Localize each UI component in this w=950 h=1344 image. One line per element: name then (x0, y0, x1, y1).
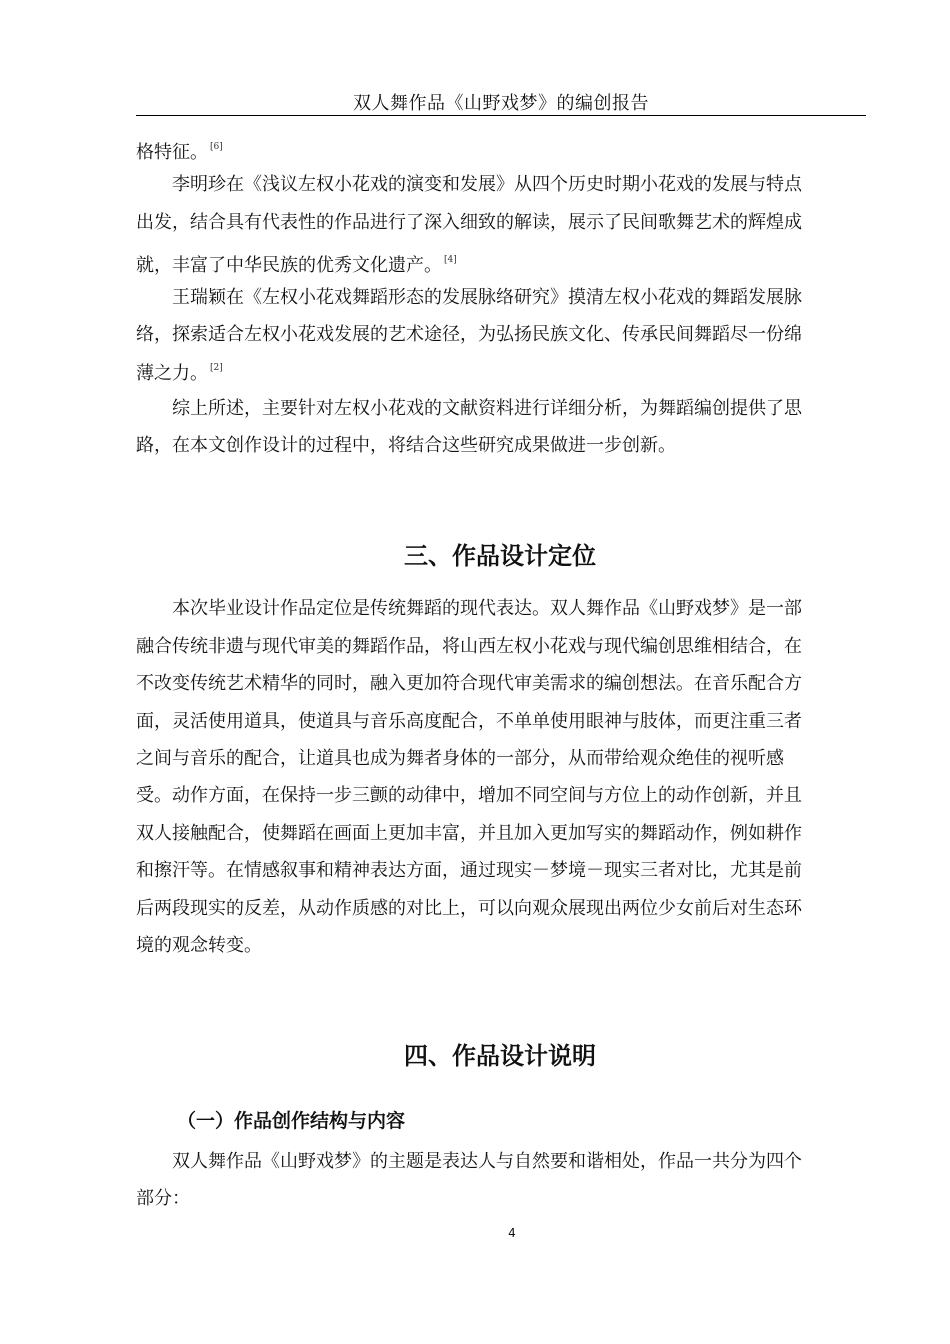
text-span: 薄之力。 (136, 363, 208, 384)
text-line: 受。动作方面，在保持一步三颤的动律中，增加不同空间与方位上的动作创新，并且 (136, 785, 802, 806)
text-line: 出发，结合具有代表性的作品进行了深入细致的解读，展示了民间歌舞艺术的辉煌成 (136, 212, 802, 233)
header-rule (136, 115, 866, 116)
text-line (136, 135, 223, 165)
text-line: 境的观念转变。 (136, 935, 262, 956)
text-line: 综上所述，主要针对左权小花戏的文献资料进行详细分析，为舞蹈编创提供了思 (172, 398, 802, 419)
text-line: 本次毕业设计作品定位是传统舞蹈的现代表达。双人舞作品《山野戏梦》是一部 (172, 598, 802, 619)
text-line: 不改变传统艺术精华的同时，融入更加符合现代审美需求的编创想法。在音乐配合方 (136, 673, 802, 694)
running-header: 双人舞作品《山野戏梦》的编创报告 (353, 93, 649, 114)
section-heading: 三、作品设计定位 (404, 542, 596, 570)
text-span: 格特征。 (136, 142, 208, 163)
text-span: 就，丰富了中华民族的优秀文化遗产。 (136, 255, 442, 276)
text-line (136, 248, 457, 278)
text-line: 王瑞颖在《左权小花戏舞蹈形态的发展脉络研究》摸清左权小花戏的舞蹈发展脉 (172, 287, 802, 308)
subsection-heading: （一）作品创作结构与内容 (177, 1110, 406, 1132)
section-heading: 四、作品设计说明 (404, 1042, 596, 1070)
text-line: 面，灵活使用道具，使道具与音乐高度配合，不单单使用眼神与肢体，而更注重三者 (136, 711, 802, 732)
text-line: 李明珍在《浅议左权小花戏的演变和发展》从四个历史时期小花戏的发展与特点 (172, 174, 802, 195)
text-line (136, 356, 223, 386)
text-line: 双人接触配合，使舞蹈在画面上更加丰富，并且加入更加写实的舞蹈动作，例如耕作 (136, 823, 802, 844)
text-line: 络，探索适合左权小花戏发展的艺术途径，为弘扬民族文化、传承民间舞蹈尽一份绵 (136, 324, 802, 345)
text-line: 融合传统非遗与现代审美的舞蹈作品，将山西左权小花戏与现代编创思维相结合，在 (136, 636, 802, 657)
text-line: 之间与音乐的配合，让道具也成为舞者身体的一部分，从而带给观众绝佳的视听感 (136, 748, 784, 769)
text-line: 路，在本文创作设计的过程中，将结合这些研究成果做进一步创新。 (136, 435, 676, 456)
citation-ref: [2] (210, 363, 223, 373)
text-line: 和擦汗等。在情感叙事和精神表达方面，通过现实－梦境－现实三者对比，尤其是前 (136, 860, 802, 881)
text-line: 双人舞作品《山野戏梦》的主题是表达人与自然要和谐相处，作品一共分为四个 (172, 1151, 802, 1172)
text-line: 后两段现实的反差，从动作质感的对比上，可以向观众展现出两位少女前后对生态环 (136, 898, 802, 919)
citation-ref: [4] (444, 255, 457, 265)
text-line: 部分： (136, 1188, 190, 1209)
citation-ref: [6] (210, 142, 223, 152)
page-number: 4 (508, 1226, 516, 1240)
